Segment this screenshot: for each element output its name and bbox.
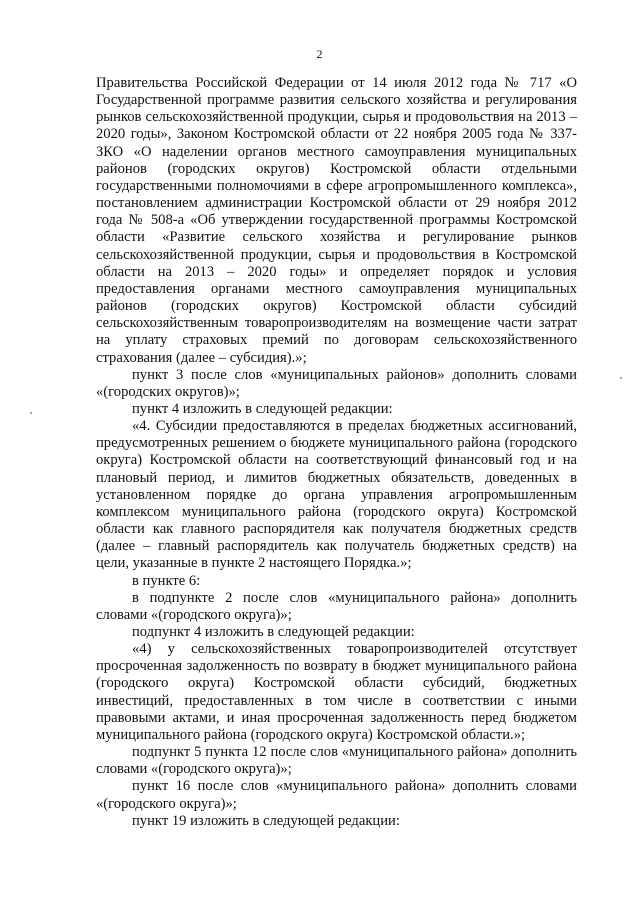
paragraph: «4) у сельскохозяйственных товаропроизводителей отсутствует просроченная задолженность по возврату в бюджет муниципального района (городского округа) Костромской области субсидий, бюджетных инвестиций, предоставленных в том числе в соответствии с иными правовыми актами, и иная просроченная задолженность перед бюджетом муниципального района (городского округа) Костромской области.»; — [96, 641, 577, 743]
paragraph: подпункт 4 изложить в следующей редакции: — [132, 624, 415, 640]
scan-speck — [30, 412, 32, 414]
paragraph: пункт 16 после слов «муниципального района» дополнить словами «(городского округа)»; — [96, 778, 577, 812]
paragraph: «4. Субсидии предоставляются в пределах бюджетных ассигнований, предусмотренных решением о бюджете муниципального района (городского округа) Костромской области на соответствующий финансовый год и на плановый период, и лимитов бюджетных обязательств, доведенных в установленном порядке до органа управления агропромышленным комплексом муниципального района (городского округа) Костромской области как главного распорядителя как получателя бюджетных средств (далее – главный распорядитель как получатель бюджетных средств) на цели, указанные в пункте 2 настоящего Порядка.»; — [96, 418, 577, 572]
paragraph: Правительства Российской Федерации от 14 июля 2012 года № 717 «О Государственной программе развития сельского хозяйства и регулирования рынков сельскохозяйственной продукции, сырья и продовольствия на 2013 – 2020 годы», Законом Костромской области от 22 ноября 2005 года № 337-ЗКО «О наделении органов местного самоуправления муниципальных районов (городских округов) Костромской области отдельными государственными полномочиями в сфере агропромышленного комплекса», постановлением администрации Костромской области от 29 ноября 2012 года № 508-а «Об утверждении государственной программы Костромской области «Развитие сельского хозяйства и регулирование рынков сельскохозяйственной продукции, сырья и продовольствия в Костромской области на 2013 – 2020 годы» и определяет порядок и условия предоставления органами местного самоуправления муниципальных районов (городских округов) Костромской области субсидий сельскохозяйственным товаропроизводителям на возмещение части затрат на уплату страховых премий по договорам сельскохозяйственного страхования (далее – субсидия).»; — [96, 75, 577, 366]
paragraph: в подпункте 2 после слов «муниципального района» дополнить словами «(городского округа)»; — [96, 589, 577, 623]
paragraph: пункт 4 изложить в следующей редакции: — [132, 400, 393, 417]
page-number: 2 — [316, 47, 323, 61]
paragraph: подпункт 5 пункта 12 после слов «муниципального района» дополнить словами «(городского округа)»; — [96, 744, 577, 778]
paragraph: пункт 3 после слов «муниципальных районов» дополнить словами «(городских округов)»; — [96, 366, 577, 400]
document-body — [96, 75, 577, 830]
paragraph: в пункте 6: — [132, 572, 201, 589]
scan-speck — [620, 377, 622, 379]
paragraph: пункт 19 изложить в следующей редакции: — [132, 812, 400, 829]
